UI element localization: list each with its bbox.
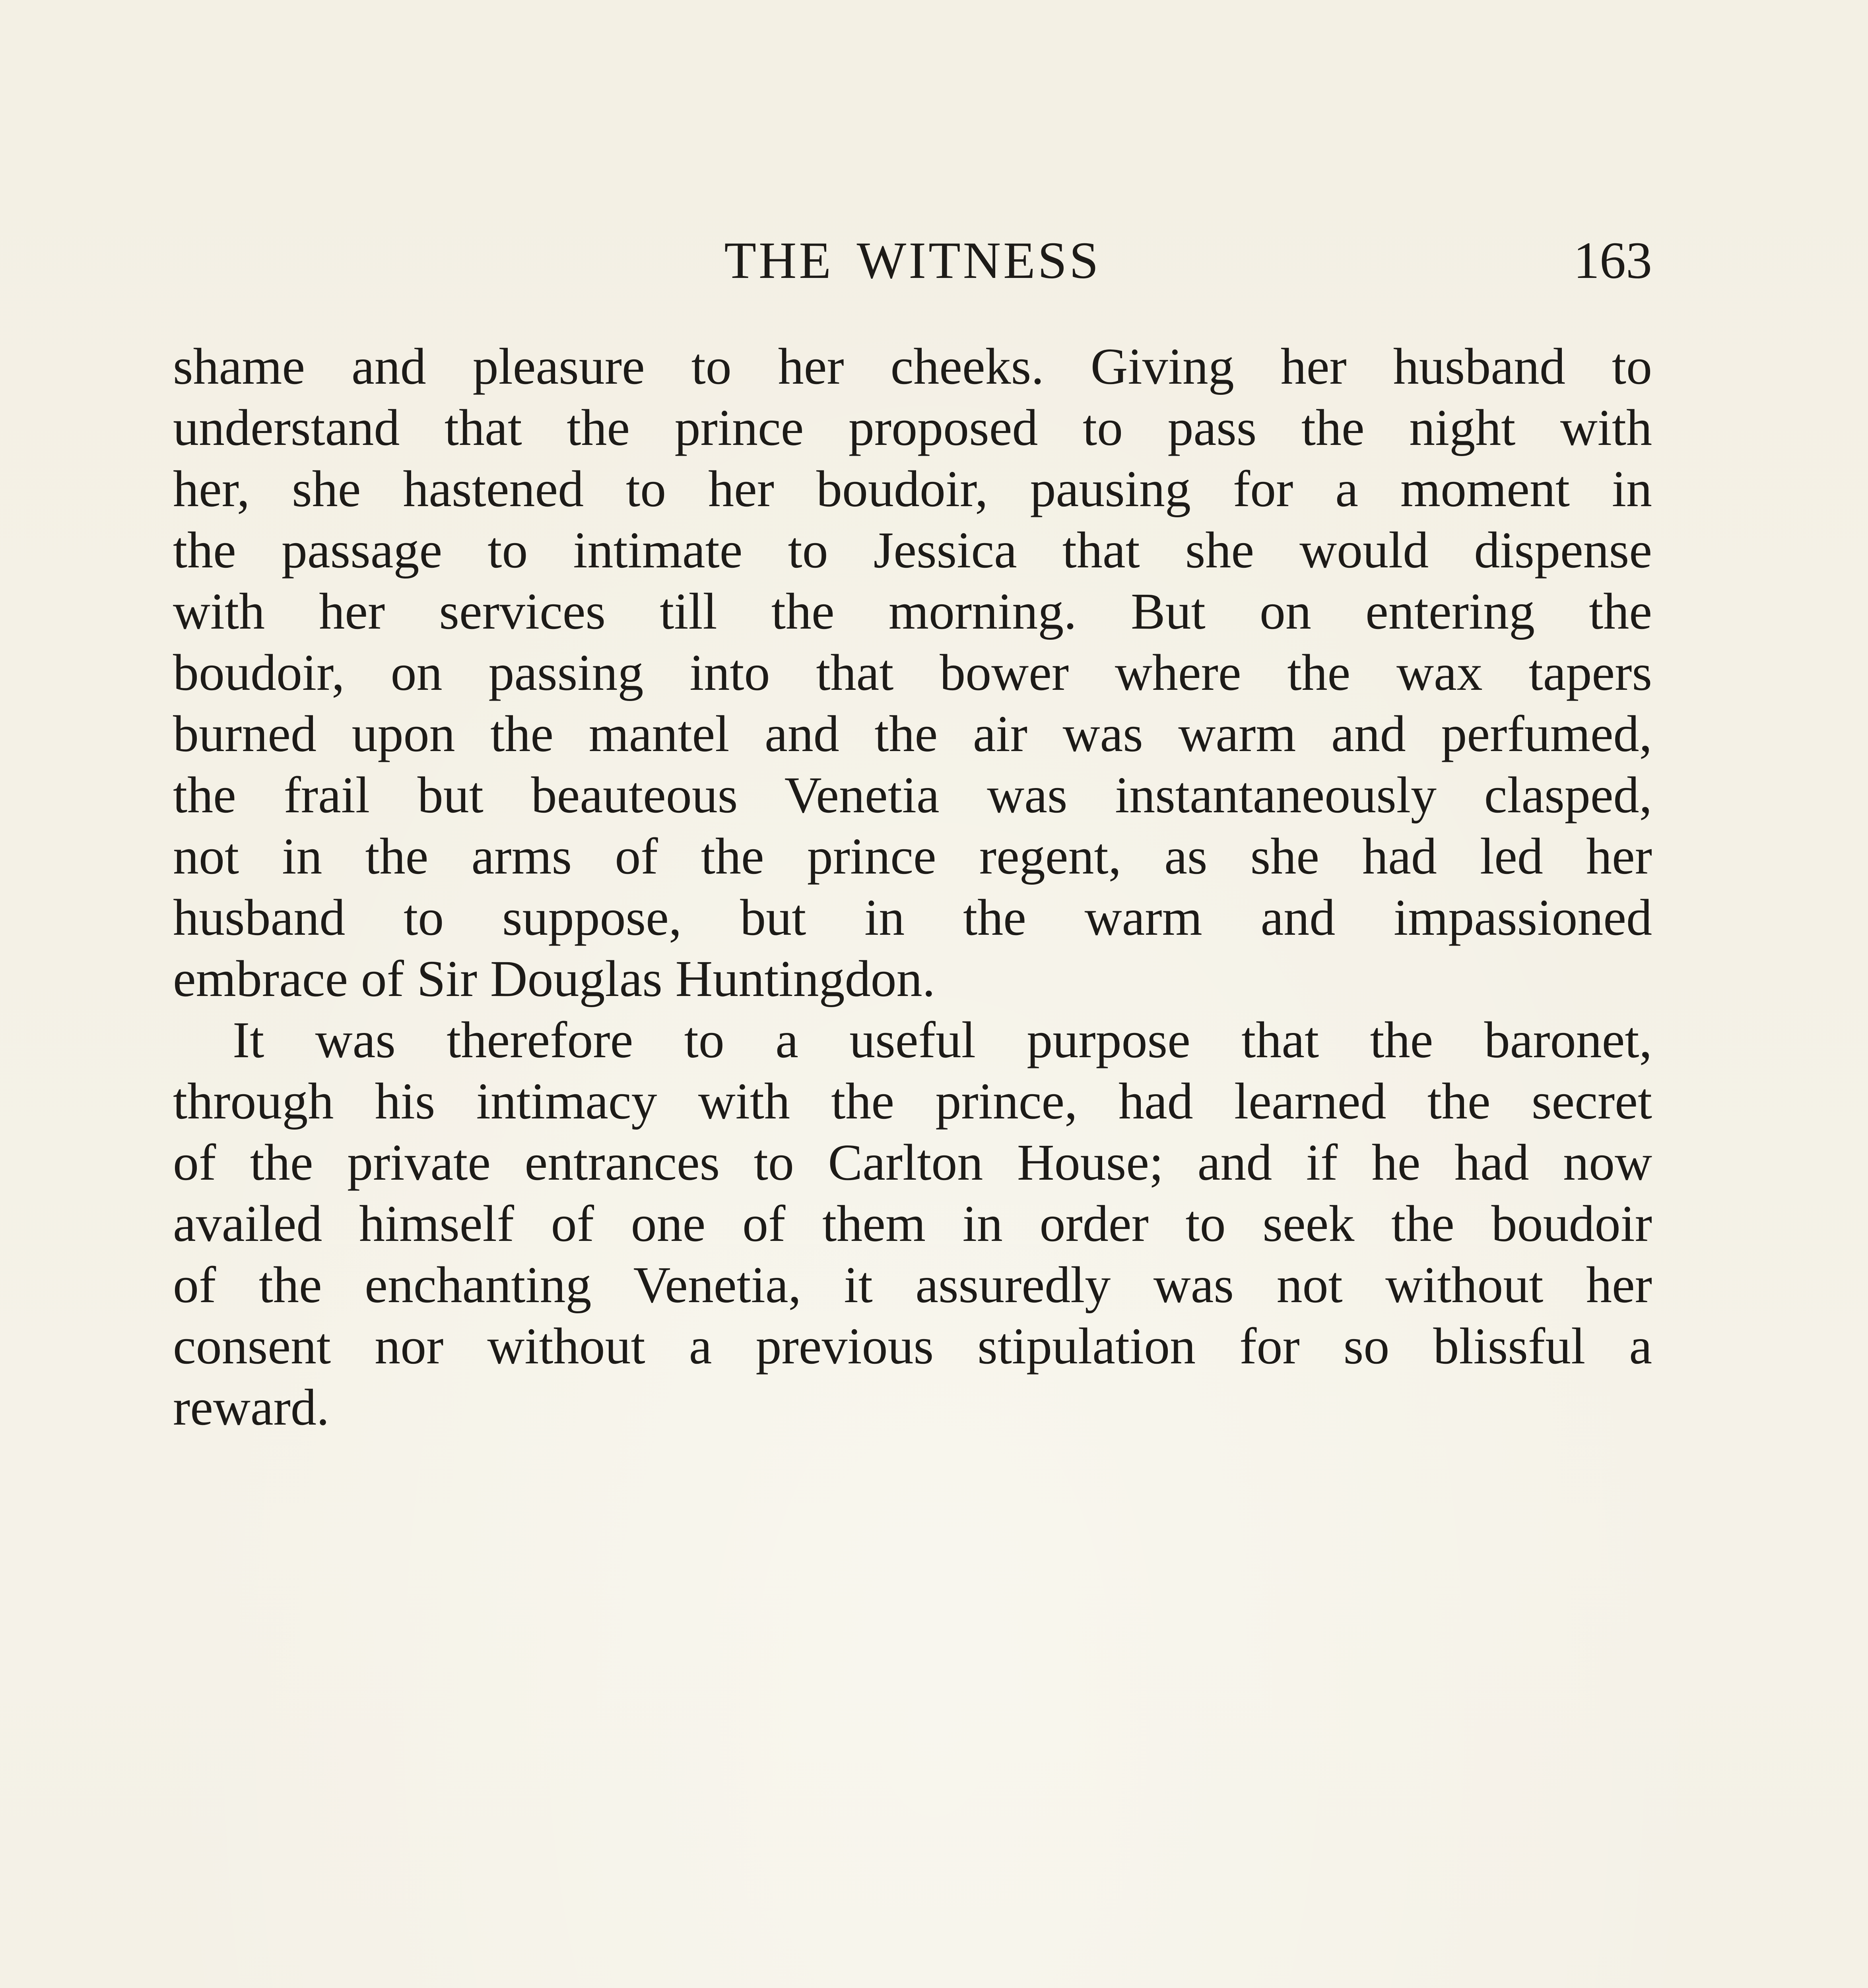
page-title: THE WITNESS — [724, 231, 1101, 289]
text-line: of the enchanting Venetia, it assuredly was not without her — [173, 1256, 1652, 1314]
text-line: burned upon the mantel and the air was warm and perfumed, — [173, 705, 1652, 763]
text-line: shame and pleasure to her cheeks. Giving her husband to — [173, 338, 1652, 395]
text-line: embrace of Sir Douglas Huntingdon. — [173, 950, 936, 1008]
text-line: It was therefore to a useful purpose that the baronet, — [233, 1011, 1652, 1069]
text-line: of the private entrances to Carlton House; and if he had now — [173, 1134, 1652, 1191]
text-line: her, she hastened to her boudoir, pausing for a moment in — [173, 460, 1652, 518]
text-line: with her services till the morning. But on entering the — [173, 583, 1652, 640]
text-line: not in the arms of the prince regent, as she had led her — [173, 828, 1652, 885]
text-line: the frail but beauteous Venetia was instantaneously clasped, — [173, 767, 1652, 824]
paragraph-1 — [173, 336, 1652, 1010]
paragraph-2 — [173, 1010, 1652, 1438]
text-line: the passage to intimate to Jessica that she would dispense — [173, 522, 1652, 579]
text-line: consent nor without a previous stipulation for so blissful a — [173, 1318, 1652, 1375]
text-line: husband to suppose, but in the warm and impassioned — [173, 889, 1652, 946]
text-line: through his intimacy with the prince, had learned the secret — [173, 1073, 1652, 1130]
text-line: reward. — [173, 1379, 330, 1436]
page-number: 163 — [1573, 231, 1652, 289]
text-line: availed himself of one of them in order to seek the boudoir — [173, 1195, 1652, 1252]
running-head — [173, 229, 1652, 292]
text-line: boudoir, on passing into that bower where the wax tapers — [173, 644, 1652, 701]
body-text — [173, 336, 1652, 1438]
text-line: understand that the prince proposed to pass the night with — [173, 399, 1652, 456]
